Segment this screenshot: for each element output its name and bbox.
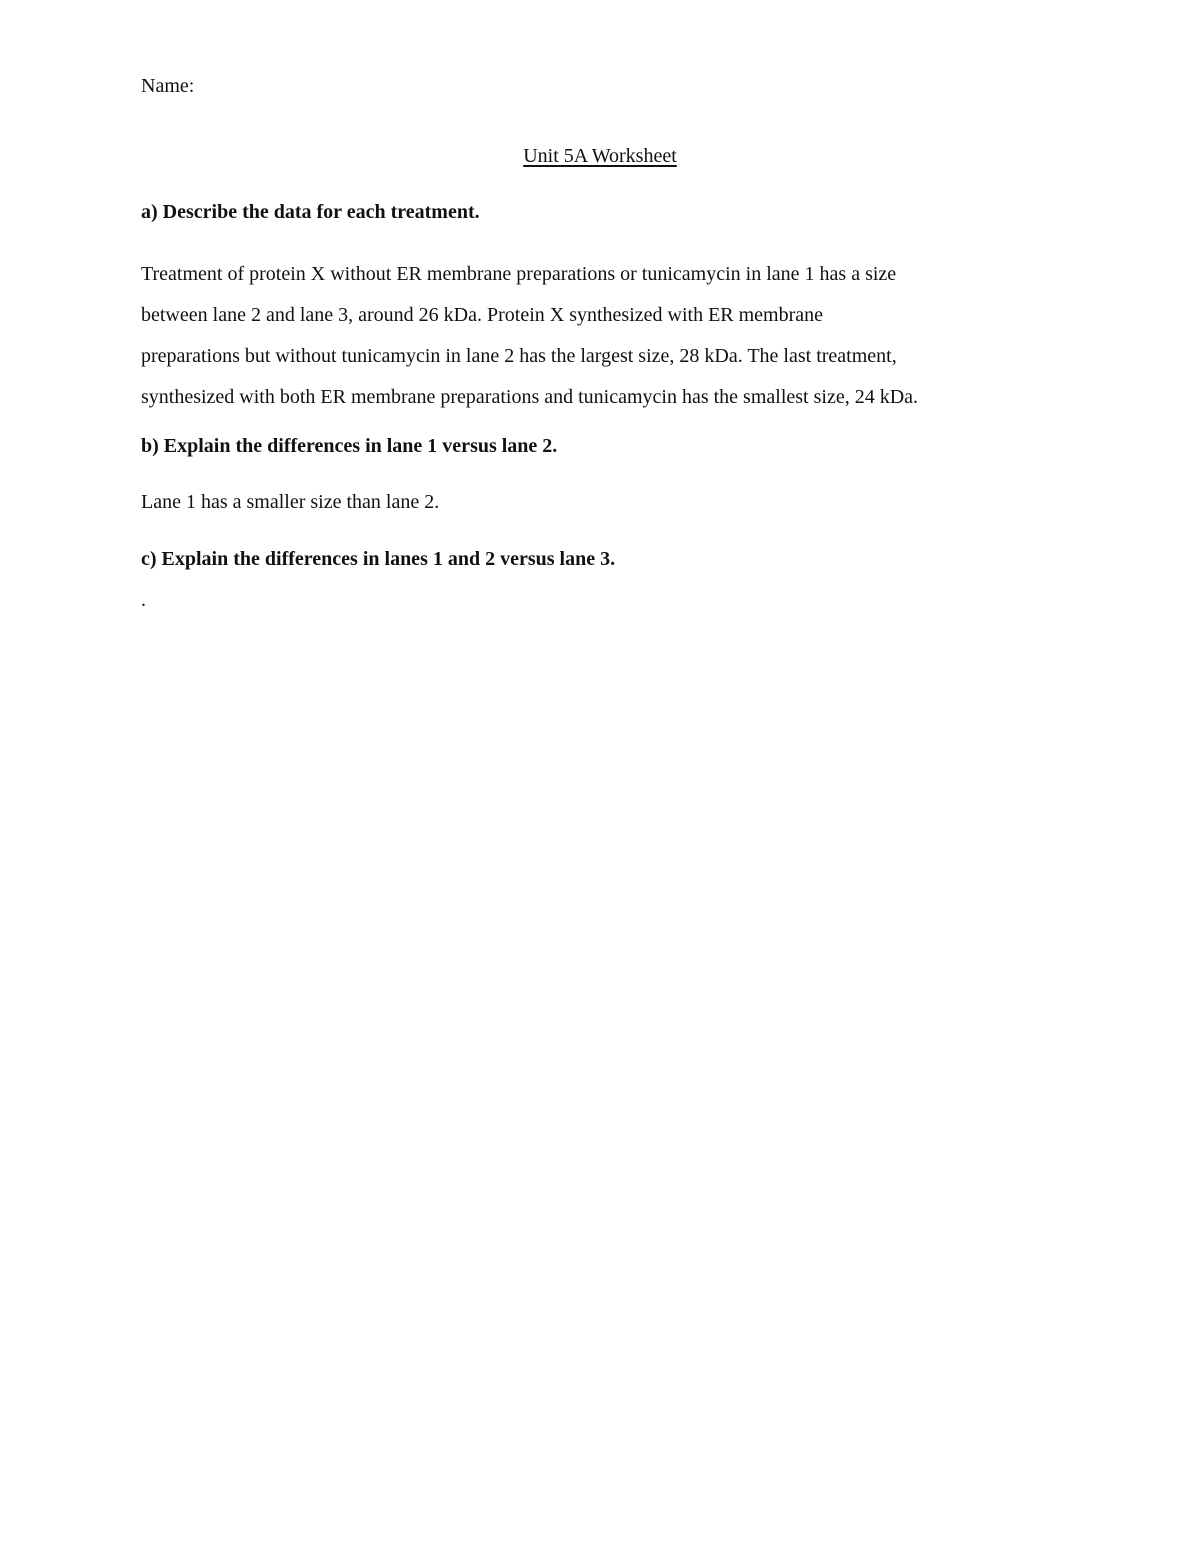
answer-a-line-3: preparations but without tunicamycin in lane 2 has the largest size, 28 kDa. The last treatment, xyxy=(141,345,897,367)
question-b-answer: Lane 1 has a smaller size than lane 2. xyxy=(141,491,440,513)
worksheet-title: Unit 5A Worksheet xyxy=(523,145,677,167)
question-b-prompt: b) Explain the differences in lane 1 versus lane 2. xyxy=(141,435,558,457)
question-c-prompt: c) Explain the differences in lanes 1 and 2 versus lane 3. xyxy=(141,548,616,570)
answer-a-line-4: synthesized with both ER membrane preparations and tunicamycin has the smallest size, 24 kDa. xyxy=(141,386,919,408)
answer-a-line-1: Treatment of protein X without ER membrane preparations or tunicamycin in lane 1 has a size xyxy=(141,263,897,285)
question-a-prompt: a) Describe the data for each treatment. xyxy=(141,201,480,223)
name-label: Name: xyxy=(141,75,195,97)
question-a-answer xyxy=(141,254,1066,418)
question-c-answer: . xyxy=(141,589,146,611)
answer-a-line-2: between lane 2 and lane 3, around 26 kDa. Protein X synthesized with ER membrane xyxy=(141,304,824,326)
